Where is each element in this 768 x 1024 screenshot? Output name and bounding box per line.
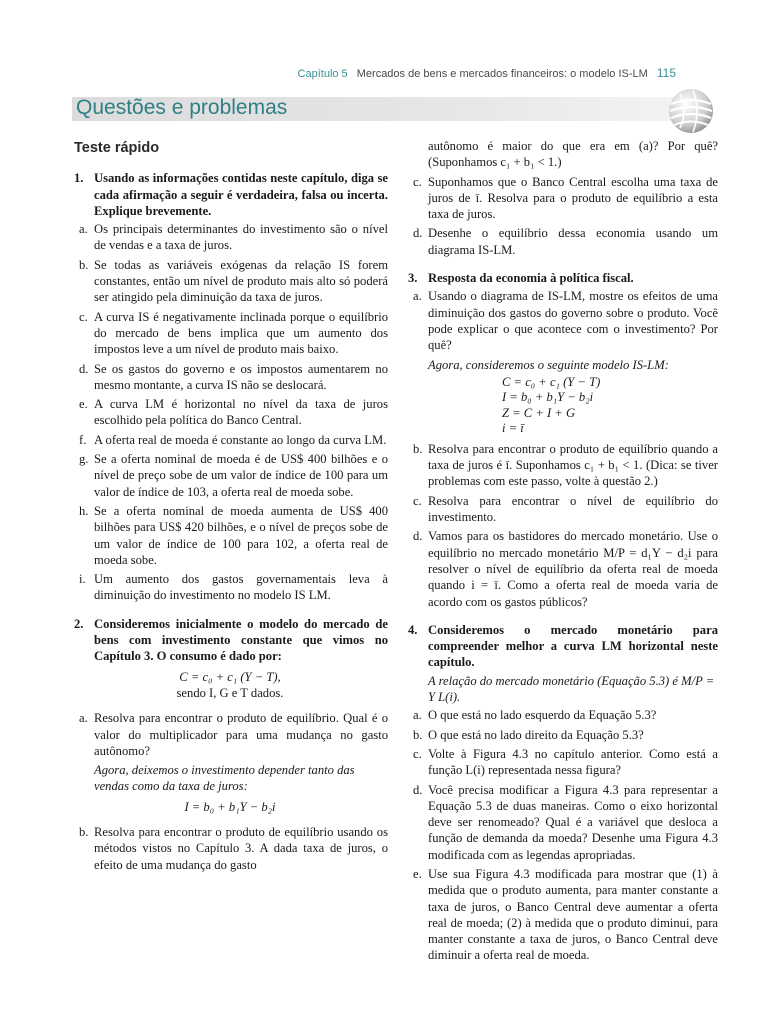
item-letter: a. [79,222,88,237]
item-text: Resolva para encontrar o nível de equilíbrio do investimento. [428,493,718,525]
question-text: Consideremos o mercado monetário para compreender melhor a curva LM horizontal neste capítulo. [428,622,718,670]
chapter-label: Capítulo 5 [297,68,348,80]
list-item-continued: autônomo é maior do que era em (a)? Por quê? (Suponhamos c₁ + b₁ < 1.) [428,139,718,170]
subsection-title: Teste rápido [74,140,160,156]
item-letter: c. [79,309,88,324]
equation [72,669,388,702]
note-text: Agora, deixemos o investimento depender tanto das vendas como da taxa de juros: [94,763,355,794]
question-number: 1. [74,171,84,186]
item-text: A curva IS é negativamente inclinada porque o equilíbrio do mercado de bens implica que um aumento dos impostos leve a um nível de produto mais baixo. [94,309,388,357]
item-text: Suponhamos que o Banco Central escolha uma taxa de juros de ī. Resolva para o produto de equilíbrio a esta taxa de juros. [428,174,718,222]
note-text: A relação do mercado monetário (Equação 5.3) é M/P = Y L(i). [428,673,715,705]
list-item [406,746,718,779]
list-item [72,396,388,429]
item-text: Desenhe o equilíbrio dessa economia usando um diagrama IS-LM. [428,226,718,257]
item-letter: b. [79,824,89,839]
equation-line: i = ī [502,421,524,436]
list-item [406,528,718,609]
list-item [72,451,388,500]
item-text: A curva LM é horizontal no nível da taxa de juros escolhido pela política do Banco Central. [94,397,388,428]
left-column [72,138,388,876]
running-header [298,66,676,80]
question-text: Consideremos inicialmente o modelo do mercado de bens com investimento constante que vimos no Capítulo 3. O consumo é dado por: [94,616,388,664]
equation: I = b₀ + b₁Y − b₂i [184,799,276,814]
item-letter: i. [79,572,86,587]
item-letter: b. [413,441,423,456]
item-letter: e. [79,397,88,412]
item-text: Use sua Figura 4.3 modificada para mostrar que (1) à medida que o produto aumenta, para manter constante a taxa de juros, o Banco Central deve aumentar a oferta real de moeda; (2) à medida que o produto diminui, para manter constante a taxa de juros, o Banco Central deve diminuir a oferta real de moeda. [428,866,718,963]
list-item [72,221,388,254]
list-item [406,174,718,223]
item-text: Resolva para encontrar o produto de equilíbrio. Qual é o valor do multiplicador para uma mudança no gasto autônomo? [94,711,388,758]
question-number: 3. [408,271,418,286]
item-letter: a. [413,289,422,304]
item-letter: d. [413,529,423,544]
question-number: 2. [74,616,84,631]
list-item [72,571,388,604]
item-text: Usando o diagrama de IS-LM, mostre os efeitos de uma diminuição dos gastos do governo sobre o produto. Você pode explicar o que acontece com o investimento? Por quê? [428,289,718,353]
item-text: Se os gastos do governo e os impostos aumentarem no mesmo montante, a curva IS não se deslocará. [94,361,388,392]
question-3 [406,270,718,286]
item-letter: c. [413,746,422,761]
item-letter: c. [413,493,422,508]
list-item [72,710,388,759]
list-item [406,727,718,743]
equation-line: Z = C + I + G [502,405,576,420]
equation-system [406,375,718,437]
list-item [406,493,718,526]
item-letter: a. [413,708,422,723]
item-text: Um aumento dos gastos governamentais leva à diminuição do investimento no modelo IS LM. [94,572,388,603]
chapter-title: Mercados de bens e mercados financeiros: o modelo IS-LM [356,68,648,80]
list-item [406,866,718,964]
item-letter: d. [79,361,89,376]
item-letter: f. [79,432,87,447]
item-letter: d. [413,226,423,241]
item-text: Se a oferta nominal de moeda é de US$ 400 bilhões e o nível de preço sobe de um valor de índice de 100 para um valor de índice de 103, a oferta real de moeda sobe. [94,452,388,499]
item-text: Vamos para os bastidores do mercado monetário. Use o equilíbrio no mercado monetário M/P = d₁Y − d₂i para resolver o nível de equilíbrio da oferta real de moeda quando i = ī. Como a oferta real de moeda varia de acordo com os gastos públicos? [428,529,718,609]
globe-icon [666,86,716,136]
list-item [406,707,718,723]
item-letter: e. [413,866,422,881]
item-text: Os principais determinantes do investimento são o nível de vendas e a taxa de juros. [94,222,388,253]
item-text: Resolva para encontrar o produto de equilíbrio usando os métodos vistos no Capítulo 3. A dada taxa de juros, o efeito de uma mudança do gasto [94,824,388,872]
item-letter: a. [79,711,88,726]
item-text: A oferta real de moeda é constante ao longo da curva LM. [94,432,387,447]
item-text: O que está no lado esquerdo da Equação 5.3? [428,708,657,723]
list-item [72,361,388,394]
item-letter: h. [79,503,89,518]
list-item [406,288,718,353]
question-2 [72,616,388,665]
item-letter: g. [79,452,89,467]
item-letter: c. [413,174,422,189]
question-text: Resposta da economia à política fiscal. [428,271,634,286]
item-text: Você precisa modificar a Figura 4.3 para representar a Equação 5.3 de duas maneiras. Como o eixo horizontal deve ser renomeado? Qual é a variável que desloca a função de demanda da moeda? Desenhe uma Figura 4.3 modificada com as legendas apropriadas. [428,782,718,862]
item-letter: d. [413,782,423,797]
note-text: Agora, consideremos o seguinte modelo IS-LM: [428,357,669,372]
list-item [406,225,718,258]
equation-line: I = b₀ + b₁Y − b₂i [502,390,594,405]
equation-line: C = c₀ + c₁ (Y − T), [179,669,281,684]
list-item [406,441,718,490]
page-number: 115 [656,66,676,80]
question-number: 4. [408,622,418,637]
list-item [72,824,388,873]
list-item [72,257,388,306]
item-text: O que está no lado direito da Equação 5.3? [428,727,644,742]
list-item [406,782,718,863]
list-item [72,432,388,448]
item-text: Se todas as variáveis exógenas da relação IS forem constantes, então um nível de produto mais alto só poderá ser atingido pela diminuição da taxa de juros. [94,257,388,305]
item-letter: b. [79,257,89,272]
question-4 [406,622,718,671]
right-column [406,138,718,967]
question-1 [72,170,388,219]
equation-line: sendo I, G e T dados. [176,685,284,700]
item-letter: b. [413,727,423,742]
equation-line: C = c₀ + c₁ (Y − T) [502,374,601,389]
question-text: Usando as informações contidas neste capítulo, diga se cada afirmação a seguir é verdadeira, falsa ou incerta. Explique brevemente. [94,171,388,218]
list-item [72,309,388,358]
item-text: Resolva para encontrar o produto de equilíbrio quando a taxa de juros é ī. Suponhamos c₁ + b₁ < 1. (Dica: se tiver problemas com este passo, volte à questão 2.) [428,441,718,489]
section-title: Questões e problemas [76,96,288,119]
item-text: Se a oferta nominal de moeda aumenta de US$ 400 bilhões para US$ 420 bilhões, e o nível de preços sobe de um valor de índice de 100 para 102, a oferta real de moeda sobe. [94,503,388,567]
list-item [72,503,388,568]
item-text: Volte à Figura 4.3 no capítulo anterior. Como está a função L(i) representada nessa figura? [428,746,718,778]
